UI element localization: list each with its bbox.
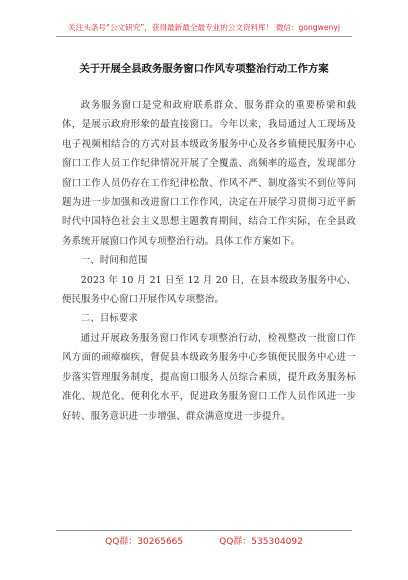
paragraph-goals: 通过开展政务服务窗口作风专项整治行动，检视整改一批窗口作风方面的顽瘴痼疾，督促县本级政务服务中心乡镇便民服务中心进一步落实管理服务制度，提高窗口服务人员综合素质，提升政务服务标准化、规范化、便利化水平，促进政务服务窗口工作人员作风进一步好转、服务意识进一步增强、群众满意度进一步提升。 [62,332,356,422]
top-banner: 关注头条号“公文研究”，获得最新最全最专业的公文资料库！ 微信：gongwenyj [68,23,340,32]
document-title: 关于开展全县政务服务窗口作风专项整治行动工作方案 [79,63,329,75]
paragraph-time-scope: 2023 年 10 月 21 日至 12 月 20 日，在县本级政务服务中心、便民服务中心窗口开展作风专项整治。 [62,274,356,306]
footer [0,534,408,547]
footer-qq-group-2: QQ群：535304092 [219,537,303,547]
footer-qq-group-1: QQ群：30265665 [105,537,184,547]
heading-time-scope: 一、时间和范围 [80,255,148,267]
document-body [62,96,356,426]
banner-rule [56,36,352,37]
footer-rule [56,530,352,531]
paragraph-intro: 政务服务窗口是党和政府联系群众、服务群众的重要桥梁和载体，是展示政府形象的最直接窗口。今年以来，我局通过人工现场及电子视频相结合的方式对县本级政务服务中心及各乡镇便民服务中心窗口工作人员工作纪律情况开展了全覆盖、高频率的巡查，发现部分窗口工作人员仍存在工作纪律松散、作风不严、制度落实不到位等问题为进一步加强和改进窗口工作作风，决定在开展学习贯彻习近平新时代中国特色社会主义思想主题教育期间，结合工作实际，在全县政务系统开展窗口作风专项整治行动。具体工作方案如下。 [62,100,356,247]
heading-goals: 二、目标要求 [80,313,138,325]
